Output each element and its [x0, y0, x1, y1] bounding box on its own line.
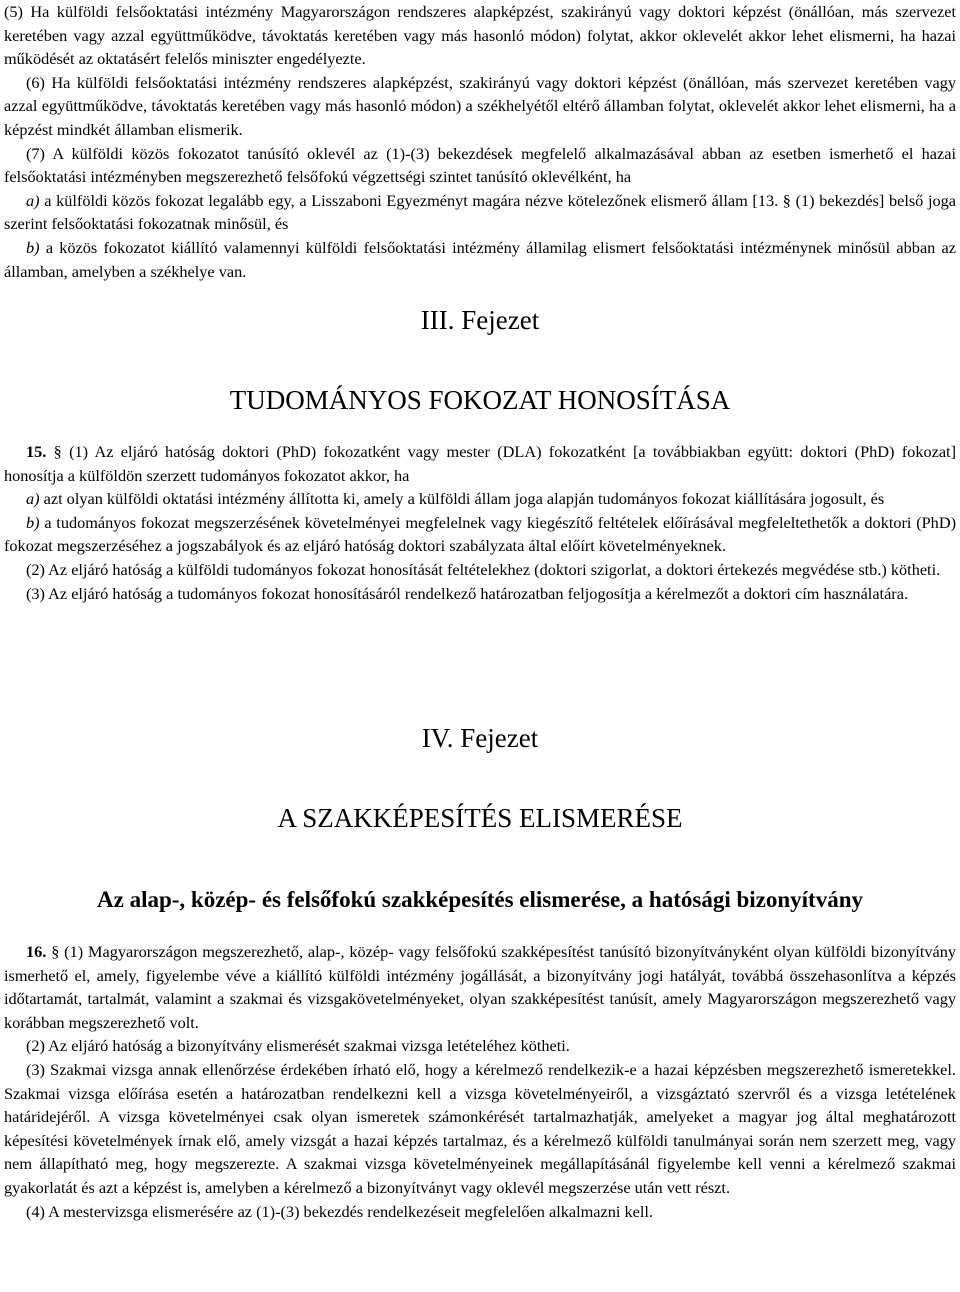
- section-15-point-a: [4, 487, 956, 511]
- chapter-4-number: IV. Fejezet: [421, 723, 539, 753]
- paragraph-7a-text: a külföldi közös fokozat legalább egy, a Lisszaboni Egyezményt magára nézve kötelezőnek elismerő állam [13. § (1) bekezdés] belső joga szerint felsőoktatási fokozatnak minősül, és: [4, 190, 957, 234]
- text-block-iv: [4, 940, 956, 1223]
- section-15-para-1-text: § (1) Az eljáró hatóság doktori (PhD) fokozatként vagy mester (DLA) fokozatként [a továbbiakban együtt: doktori (PhD) fokozat] honosítja a külföldön szerzett tudományos fokozatot akkor, ha: [4, 442, 957, 485]
- list-marker-b: b): [26, 512, 40, 532]
- paragraph-7b-text: a közös fokozatot kiállító valamennyi külföldi felsőoktatási intézmény államilag elismert felsőoktatási intézménynek minősül abban az államban, amelyben a székhelye van.: [4, 237, 956, 281]
- section-15-para-1: [4, 440, 956, 487]
- section-16-para-3: (3) Szakmai vizsga annak ellenőrzése érdekében írható elő, hogy a kérelmező rendelkezik-e a hazai képzésben megszerezhető ismeretekkel. Szakmai vizsga előírása esetén a határozatban rendelkezni kell a vizsga követelményeiről, a vizsgáztató szervről és a vizsga letételének határidejéről. A vizsga követelményei csak olyan ismeretek számonkérését tartalmazhatják, amelyeket a magyar jog által meghatározott képesítési követelmények írnak elő, amely vizsgát a hazai képzés tartalmaz, és a kérelmező külföldi tanulmányai során nem szerzett meg, vagy nem állapítható meg, hogy megszerezte. A szakmai vizsga követelményeinek megállapításánál figyelembe kell venni a kérelmező szakmai gyakorlatát és azt a képzést is, amelyben a kérelmező a bizonyítványt vagy oklevél megszerzése után vett részt.: [4, 1059, 956, 1197]
- section-15-number: 15.: [26, 442, 47, 461]
- paragraph-6: (6) Ha külföldi felsőoktatási intézmény rendszeres alapképzést, szakirányú vagy doktori képzést (önállóan, más szervezet keretében vagy azzal együttműködve, távoktatás keretében vagy más hasonló módon) a székhelyétől eltérő államban folytat, oklevelét akkor lehet elismerni, ha a képzést mindkét államban elismerik.: [4, 72, 956, 139]
- section-15-point-b-text: a tudományos fokozat megszerzésének követelményei megfelelnek vagy kiegészítő feltételek előírásával megfeleltethetők a doktori (PhD) fokozat megszerzéséhez a jogszabályok és az eljáró hatóság doktori szabályzata által előírt követelményeknek.: [4, 512, 956, 556]
- paragraph-7a: [4, 189, 956, 236]
- chapter-3-title: TUDOMÁNYOS FOKOZAT HONOSÍTÁSA: [229, 385, 731, 415]
- section-16-para-4: (4) A mestervizsga elismerésére az (1)-(3) bekezdés rendelkezéseit megfelelően alkalmazni kell.: [26, 1201, 653, 1221]
- chapter-4-title: A SZAKKÉPESÍTÉS ELISMERÉSE: [277, 803, 683, 833]
- chapter-4-subtitle: Az alap-, közép- és felsőfokú szakképesítés elismerése, a hatósági bizonyítvány: [97, 887, 863, 912]
- section-16-para-2: (2) Az eljáró hatóság a bizonyítvány elismerését szakmai vizsga letételéhez kötheti.: [26, 1036, 570, 1056]
- section-16-para-1-text: § (1) Magyarországon megszerezhető, alap-, közép- vagy felsőfokú szakképesítést tanúsító bizonyítványként olyan külföldi bizonyítvány ismerhető el, amely, figyelembe véve a kiállító külföldi intézmény jogállását, a bizonyítvány jogi hatályát, továbbá összehasonlítva a képzés időtartamát, tartalmát, valamint a szakmai és vizsgakövetelményeket, olyan szakképesítést tanúsít, amely Magyarországon megszerezhető vagy korábban megszerezhető volt.: [4, 942, 956, 1032]
- section-16-number: 16.: [26, 942, 47, 961]
- list-marker-b: b): [26, 237, 40, 257]
- section-15-point-b: [4, 511, 956, 558]
- section-16-para-1: [4, 940, 956, 1034]
- paragraph-5: (5) Ha külföldi felsőoktatási intézmény Magyarországon rendszeres alapképzést, szakirányú vagy doktori képzést (önállóan, más szervezet keretében vagy azzal együttműködve, távoktatás keretében vagy más hasonló módon) folytat, akkor oklevelét akkor lehet elismerni, ha hazai működését az oktatásért felelős miniszter engedélyezte.: [4, 2, 956, 69]
- paragraph-7: (7) A külföldi közös fokozatot tanúsító oklevél az (1)-(3) bekezdések megfelelő alkalmazásával abban az esetben ismerhető el hazai felsőoktatási intézményben megszerezhető felsőfokú végzettségi szintet tanúsító oklevélként, ha: [4, 143, 956, 187]
- text-block-ii: [4, 0, 956, 283]
- list-marker-a: a): [26, 489, 40, 509]
- text-block-iii: [4, 440, 956, 605]
- paragraph-7b: [4, 236, 956, 283]
- chapter-3-number: III. Fejezet: [420, 305, 540, 335]
- section-15-para-3: (3) Az eljáró hatóság a tudományos fokozat honosításáról rendelkező határozatban feljogosítja a kérelmezőt a doktori cím használatára.: [26, 583, 909, 603]
- section-15-point-a-text: azt olyan külföldi oktatási intézmény állította ki, amely a külföldi állam joga alapján tudományos fokozat kiállítására jogosult, és: [43, 489, 885, 509]
- section-15-para-2: (2) Az eljáró hatóság a külföldi tudományos fokozat honosítását feltételekhez (doktori szigorlat, a doktori értekezés megvédése stb.) kötheti.: [26, 559, 941, 579]
- list-marker-a: a): [26, 190, 40, 210]
